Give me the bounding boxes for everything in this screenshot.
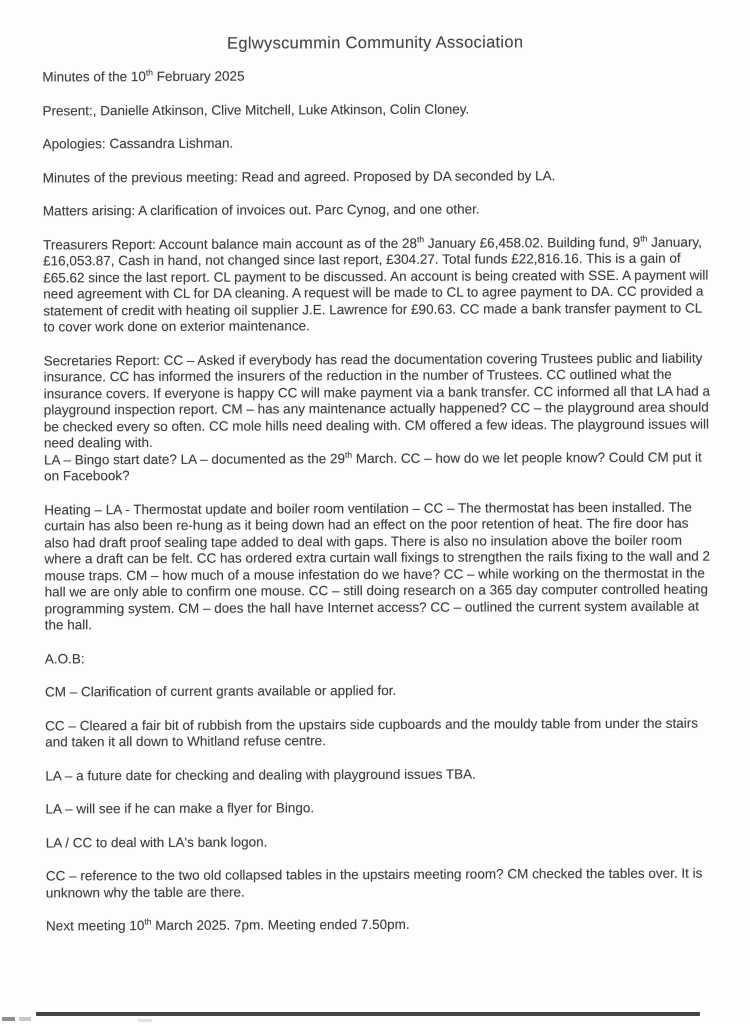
paragraph-matters-arising: Matters arising: A clarification of invoices out. Parc Cynog, and one other.	[42, 201, 480, 219]
ordinal-superscript: th	[640, 232, 648, 243]
scan-smudge-left	[2, 1017, 15, 1021]
scan-smudge-center	[138, 1019, 152, 1022]
document-title: Eglwyscummin Community Association	[226, 33, 524, 53]
ordinal-superscript: th	[144, 916, 152, 927]
paragraph-aob-la-cc-bank-logon: LA / CC to deal with LA's bank logon.	[45, 833, 268, 850]
paragraph-aob-la-flyer: LA – will see if he can make a flyer for Bingo.	[45, 800, 315, 817]
scan-artifact-line	[36, 1012, 700, 1016]
ordinal-superscript: th	[145, 67, 154, 78]
paragraph-secretaries-report: Secretaries Report: CC – Asked if everybody has read the documentation covering Trustees public and liability insurance. CC has informed the insurers of the reduction in the number of Trustees. CC outlined what the insurance covers. If everyone is happy CC will make payment via a bank transfer. CC informed all that LA had a playground inspection report. CM – has any maintenance actually happened? CC – the playground area should be checked every so often. CC mole hills need dealing with. CM offered a few ideas. The playground issues will need dealing with. LA – Bingo start date? LA – documented as the 29th March. CC – how do we let people know? Could CM put it on Facebook?	[43, 350, 711, 484]
paragraph-present: Present:, Danielle Atkinson, Clive Mitchell, Luke Atkinson, Colin Cloney.	[42, 101, 470, 118]
paragraph-treasurers-report: Treasurers Report: Account balance main account as of the 28th January £6,458.02. Building fund, 9th January, £16,053.87, Cash in hand, not changed since last report, £304.27. Total funds £22,816.16. This is a gain of £65.62 since the last report. CL payment to be discussed. An account is being created with SSE. A payment will need agreement with CL for DA cleaning. A request will be made to CL to agree payment to DA. CC provided a statement of credit with heating oil supplier J.E. Lawrence for £90.63. CC made a bank transfer payment to CL to cover work done on exterior maintenance.	[43, 232, 709, 335]
ordinal-superscript: th	[416, 233, 425, 244]
paragraph-aob-heading: A.O.B:	[44, 650, 85, 666]
ordinal-superscript: th	[344, 449, 353, 460]
paragraph-aob-la-playground-date: LA – a future date for checking and dealing with playground issues TBA.	[45, 766, 476, 783]
paragraph-previous-minutes: Minutes of the previous meeting: Read and agreed. Proposed by DA seconded by LA.	[42, 167, 556, 185]
document-body	[42, 67, 718, 935]
paragraph-next-meeting: Next meeting 10th March 2025. 7pm. Meeting ended 7.50pm.	[46, 916, 410, 934]
paragraph-aob-cc-tables: CC – reference to the two old collapsed tables in the upstairs meeting room? CM checked the tables over. It is unknown why the table are there.	[45, 865, 703, 900]
paragraph-minutes-date: Minutes of the 10th February 2025	[42, 67, 245, 85]
paragraph-heating: Heating – LA - Thermostat update and boiler room ventilation – CC – The thermostat has been installed. The curtain has also been re-hung as it being down had an effect on the poor retention of heat. The fire door has also had draft proof sealing tape added to deal with gaps. There is also no insulation above the boiler room where a draft can be felt. CC has ordered extra curtain wall fixings to strengthen the rails fixing to the wall and 2 mouse traps. CM – how much of a mouse infestation do we have? CC – while working on the thermostat in the hall we are only able to confirm one mouse. CC – still doing research on a 365 day computer controlled heating programming system. CM – does the hall have Internet access? CC – outlined the current system available at the hall.	[44, 499, 711, 633]
paragraph-aob-cm-grants: CM – Clarification of current grants available or applied for.	[44, 682, 397, 700]
scan-smudge-left-2	[19, 1017, 31, 1021]
paragraph-apologies: Apologies: Cassandra Lishman.	[42, 135, 234, 152]
paragraph-aob-cc-rubbish: CC – Cleared a fair bit of rubbish from the upstairs side cupboards and the mouldy table from under the stairs and taken it all down to Whitland refuse centre.	[45, 715, 699, 750]
